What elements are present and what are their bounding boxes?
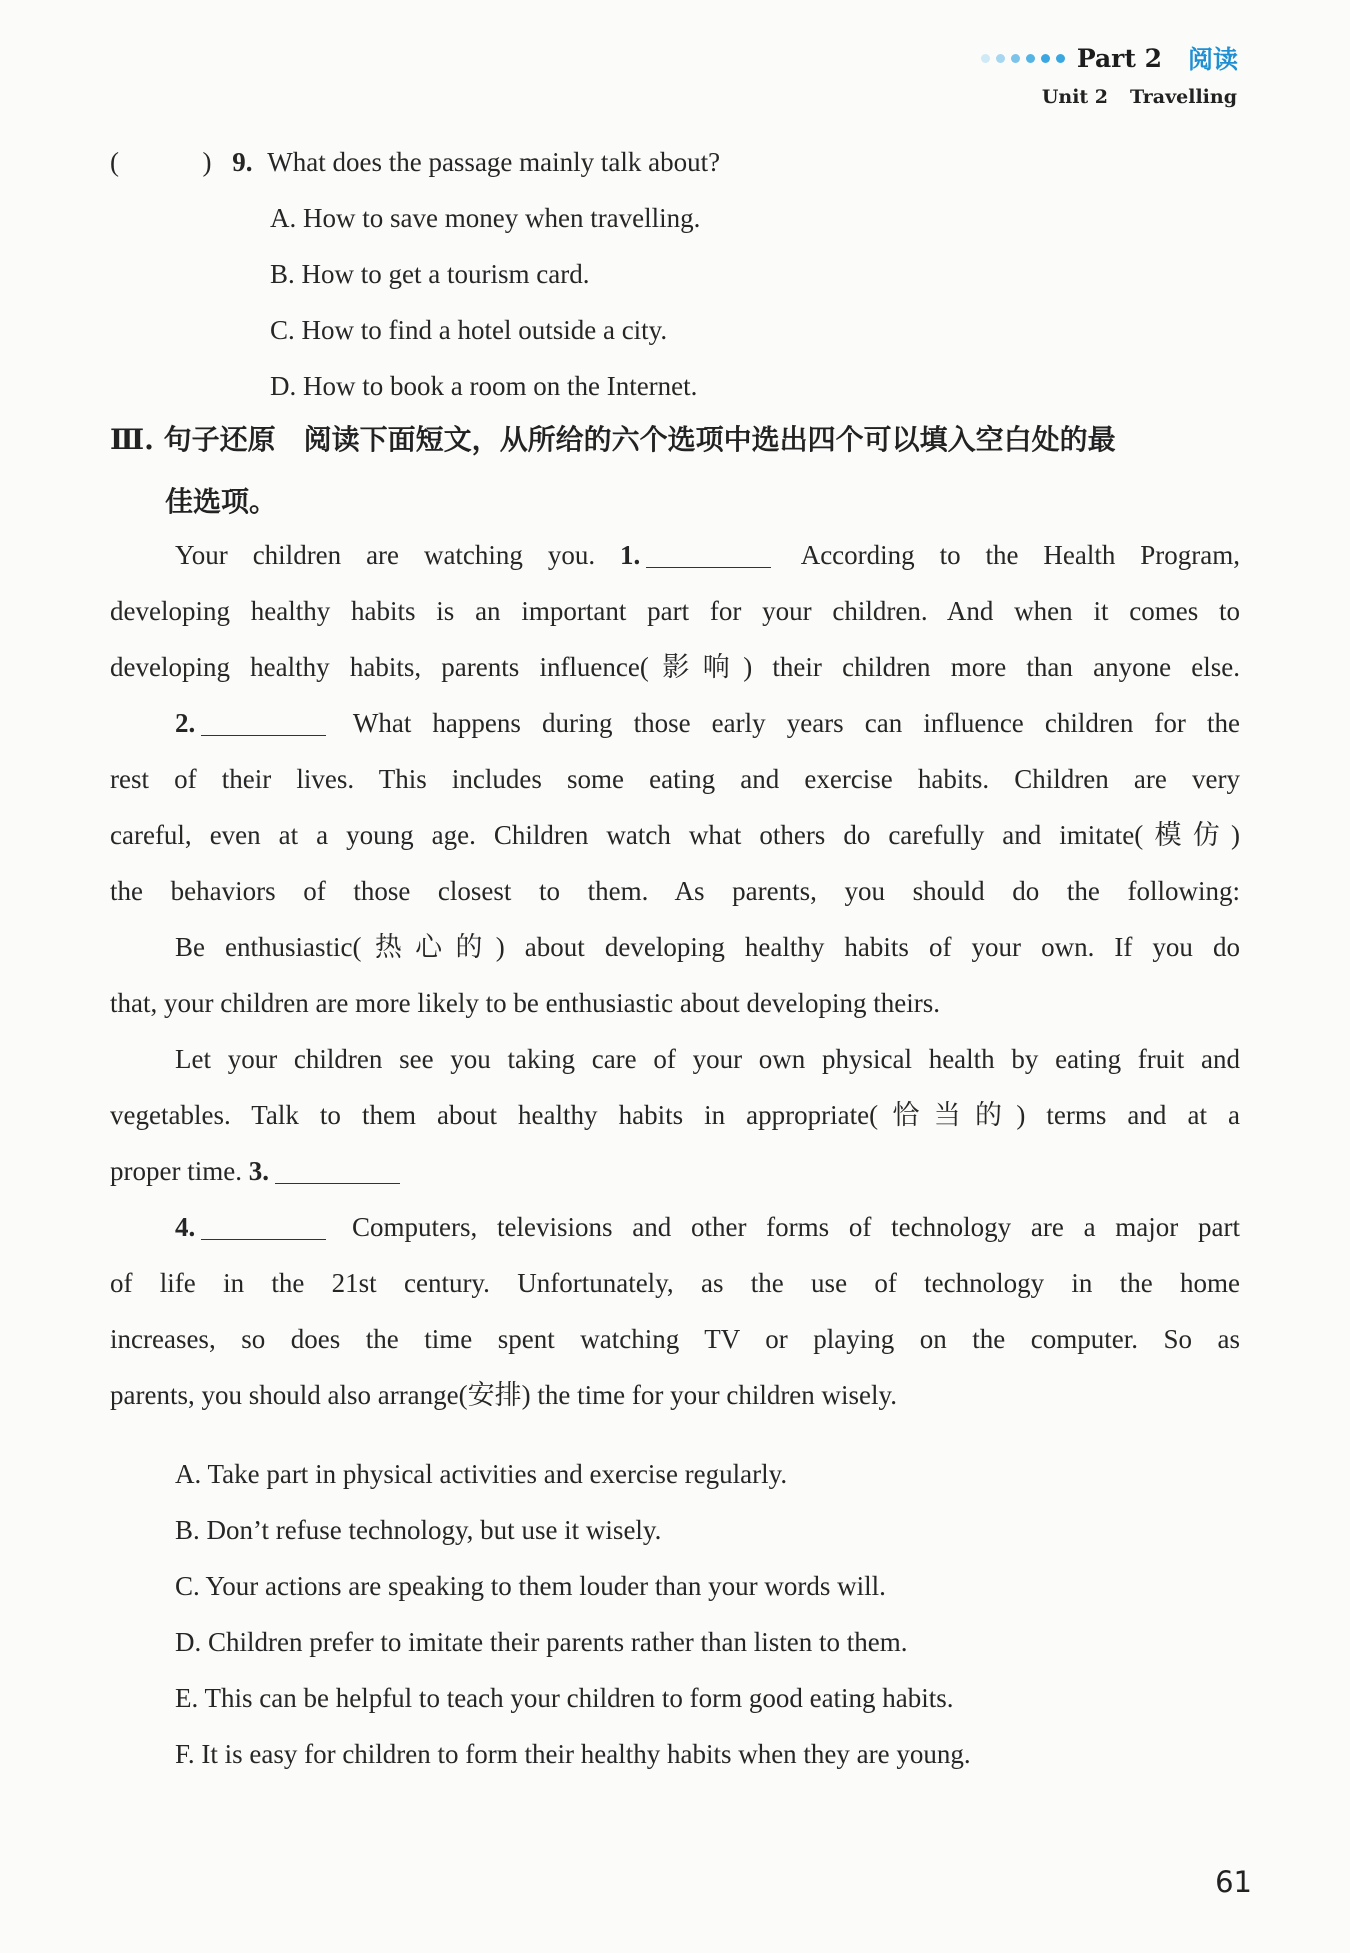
blank-number-2: 2. [175, 708, 196, 738]
blank-4[interactable] [201, 1211, 326, 1240]
passage-line: developing healthy habits is an important part for your children. And when it comes to [110, 596, 1240, 626]
passage-text: According to the Health Program, [800, 540, 1241, 570]
blank-3[interactable] [275, 1155, 400, 1184]
passage-text: proper time. [110, 1156, 242, 1186]
passage-line: Be enthusiastic(热心的) about developing healthy habits of your own. If you do [175, 932, 1240, 962]
passage-line [175, 703, 1240, 743]
passage-line: Let your children see you taking care of your own physical health by eating fruit and [175, 1044, 1240, 1074]
passage-line: vegetables. Talk to them about healthy habits in appropriate(恰当的) terms and at a [110, 1100, 1240, 1130]
section-title-line1: 句子还原 阅读下面短文，从所给的六个选项中选出四个可以填入空白处的最 [163, 423, 1116, 456]
section-tag: 阅读 [1187, 45, 1238, 74]
passage-text: Your children are watching you. [175, 540, 596, 570]
choice-b: B. Don’t refuse technology, but use it wisely. [175, 1515, 662, 1545]
passage-line: developing healthy habits, parents influence(影响) their children more than anyone else. [110, 652, 1240, 682]
choice-f: F. It is easy for children to form their healthy habits when they are young. [175, 1739, 971, 1769]
blank-number-1: 1. [620, 540, 641, 570]
passage-line [110, 1151, 1240, 1191]
blank-1[interactable] [646, 539, 771, 568]
passage-line: increases, so does the time spent watching TV or playing on the computer. So as [110, 1324, 1240, 1354]
question-number: 9. [232, 147, 253, 177]
passage-line [175, 1207, 1240, 1247]
decorative-dots [981, 54, 1065, 63]
section-title-line2: 佳选项。 [165, 485, 278, 518]
passage-line: rest of their lives. This includes some eating and exercise habits. Children are very [110, 764, 1240, 794]
blank-2[interactable] [201, 707, 326, 736]
page-number: 61 [1215, 1865, 1252, 1899]
choice-e: E. This can be helpful to teach your children to form good eating habits. [175, 1683, 954, 1713]
answer-paren-open: ( [110, 147, 119, 177]
passage-line: parents, you should also arrange(安排) the time for your children wisely. [110, 1380, 898, 1410]
passage-line: the behaviors of those closest to them. As parents, you should do the following: [110, 876, 1240, 906]
passage-line: that, your children are more likely to be enthusiastic about developing theirs. [110, 988, 941, 1018]
blank-number-3: 3. [248, 1156, 269, 1186]
question-9 [110, 142, 720, 182]
option-c: C. How to find a hotel outside a city. [270, 315, 668, 345]
section-title [110, 420, 1240, 460]
part-label: Part 2 [1076, 43, 1162, 73]
choice-c: C. Your actions are speaking to them louder than your words will. [175, 1571, 886, 1601]
passage-line: careful, even at a young age. Children watch what others do carefully and imitate(模仿) [110, 820, 1240, 850]
page-header [981, 40, 1238, 76]
question-stem: What does the passage mainly talk about? [267, 147, 721, 177]
choice-d: D. Children prefer to imitate their parents rather than listen to them. [175, 1627, 908, 1657]
passage-text: What happens during those early years can influence children for the [352, 708, 1240, 738]
blank-number-4: 4. [175, 1212, 196, 1242]
option-a: A. How to save money when travelling. [270, 203, 701, 233]
option-d: D. How to book a room on the Internet. [270, 371, 698, 401]
passage-line: of life in the 21st century. Unfortunately, as the use of technology in the home [110, 1268, 1240, 1298]
passage-line [175, 535, 1240, 575]
option-b: B. How to get a tourism card. [270, 259, 590, 289]
unit-topic: Travelling [1130, 86, 1237, 108]
passage-text: Computers, televisions and other forms of technology are a major part [352, 1212, 1241, 1242]
choice-a: A. Take part in physical activities and exercise regularly. [175, 1459, 788, 1489]
answer-paren-close: ) [202, 147, 212, 177]
section-numeral: Ⅲ. [110, 423, 154, 456]
unit-label: Unit 2 [1041, 86, 1109, 108]
unit-subheader [1042, 86, 1237, 108]
